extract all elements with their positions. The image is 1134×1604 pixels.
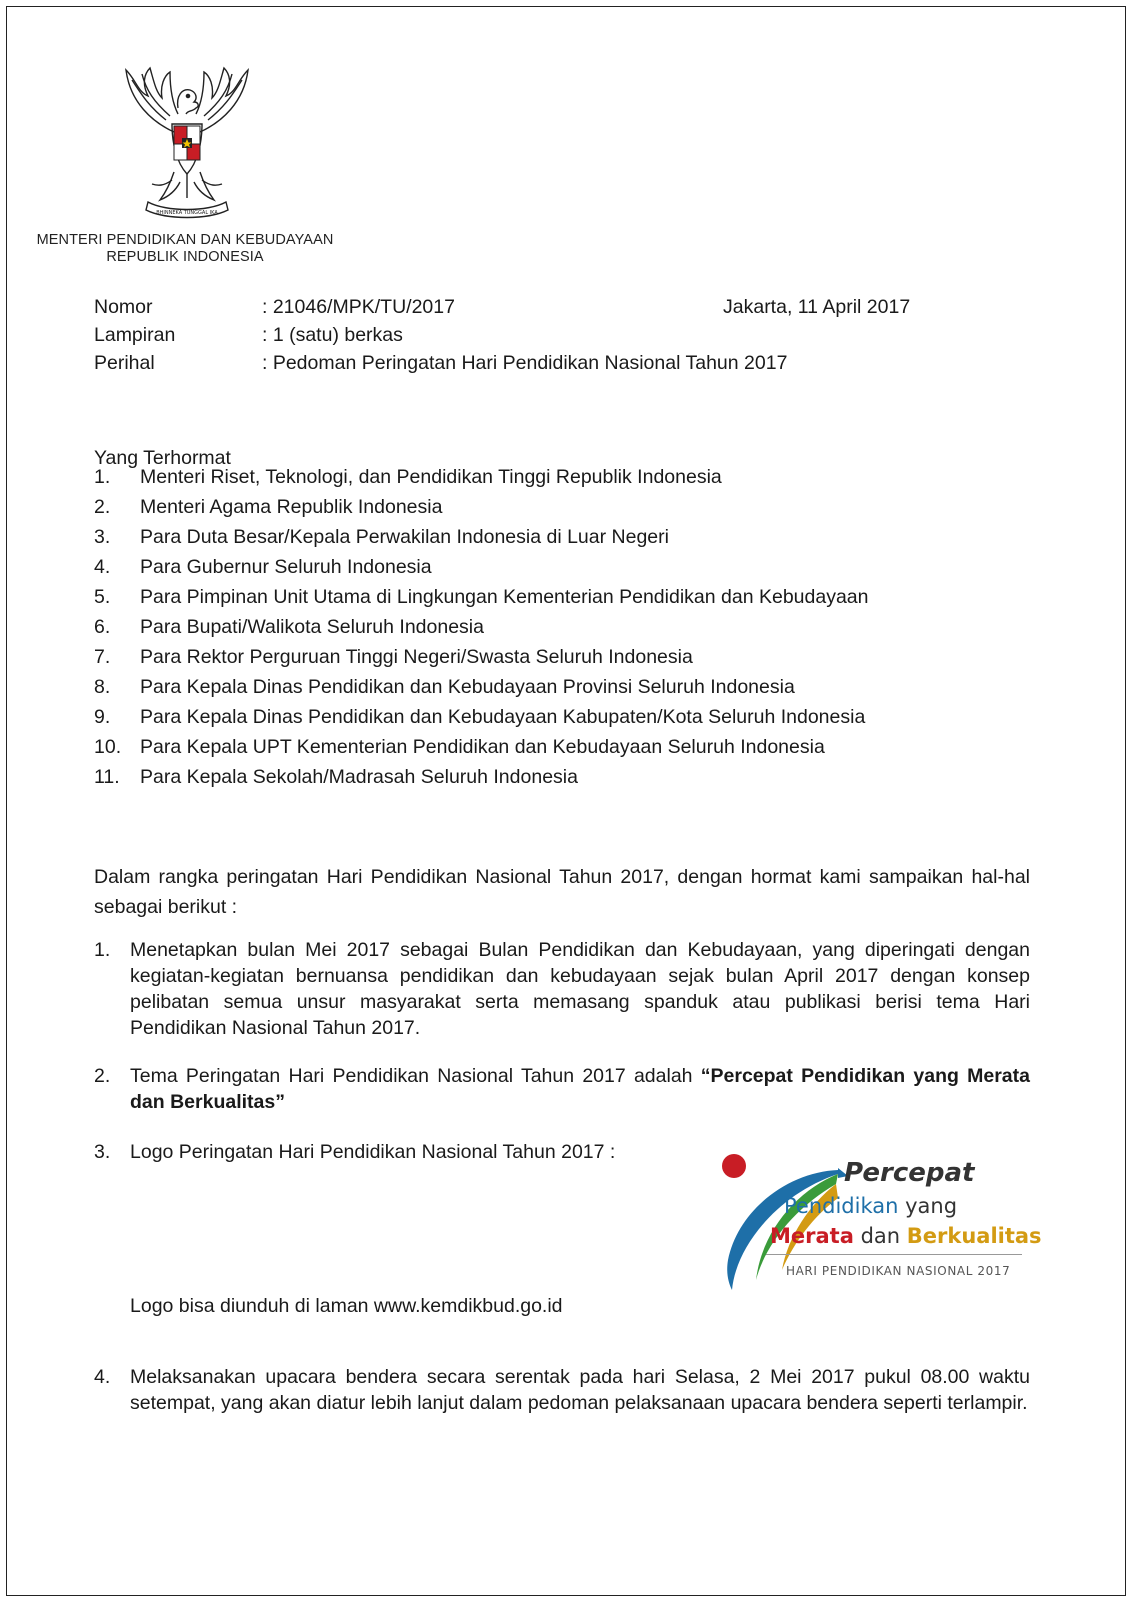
nomor-value: : 21046/MPK/TU/2017: [262, 296, 455, 318]
ministry-heading: [30, 232, 340, 266]
list-item-text: Para Kepala Dinas Pendidikan dan Kebudayaan Kabupaten/Kota Seluruh Indonesia: [140, 706, 866, 728]
logo-line-1: Percepat: [844, 1158, 975, 1188]
list-item-number: 7.: [94, 646, 111, 668]
point-text: Melaksanakan upacara bendera secara serentak pada hari Selasa, 2 Mei 2017 pukul 08.00 waktu setempat, yang akan diatur lebih lanjut dalam pedoman pelaksanaan upacara bendera seperti terlampir.: [130, 1366, 1030, 1414]
point-number: 2.: [94, 1065, 111, 1087]
list-item-number: 3.: [94, 526, 111, 548]
list-item-number: 11.: [94, 766, 120, 788]
list-item-text: Para Duta Besar/Kepala Perwakilan Indonesia di Luar Negeri: [140, 526, 669, 548]
list-item-text: Menteri Agama Republik Indonesia: [140, 496, 443, 518]
list-item-number: 8.: [94, 676, 111, 698]
list-item-number: 4.: [94, 556, 111, 578]
logo-download-note: Logo bisa diunduh di laman www.kemdikbud.go.id: [130, 1295, 563, 1317]
logo-divider: [766, 1254, 1022, 1255]
point-number: 3.: [94, 1141, 111, 1163]
list-item-text: Para Pimpinan Unit Utama di Lingkungan Kementerian Pendidikan dan Kebudayaan: [140, 586, 869, 608]
garuda-emblem-icon: [112, 62, 262, 224]
perihal-label: Perihal: [94, 352, 155, 374]
logo-word-berkualitas: Berkualitas: [906, 1224, 1042, 1248]
logo-word-dan: dan: [853, 1224, 907, 1248]
logo-line-2: [784, 1194, 957, 1218]
list-item-number: 5.: [94, 586, 111, 608]
point-1: [94, 937, 1030, 1041]
point-number: 4.: [94, 1366, 111, 1388]
list-item-text: Para Gubernur Seluruh Indonesia: [140, 556, 432, 578]
ministry-line-1: MENTERI PENDIDIKAN DAN KEBUDAYAAN: [36, 232, 334, 248]
logo-word-merata: Merata: [770, 1224, 854, 1248]
logo-line-3: [770, 1224, 1042, 1248]
ministry-line-2: REPUBLIK INDONESIA: [106, 249, 264, 265]
list-item-number: 9.: [94, 706, 111, 728]
nomor-label: Nomor: [94, 296, 153, 318]
lampiran-value: : 1 (satu) berkas: [262, 324, 403, 346]
point-number: 1.: [94, 939, 111, 961]
perihal-value: : Pedoman Peringatan Hari Pendidikan Nasional Tahun 2017: [262, 352, 788, 374]
emblem-motto: BHINNEKA TUNGGAL IKA: [156, 210, 218, 216]
list-item-text: Para Bupati/Walikota Seluruh Indonesia: [140, 616, 484, 638]
greeting: Yang Terhormat: [94, 447, 231, 469]
theme-text: “Percepat Pendidikan yang Merata dan Berkualitas”: [130, 1065, 1030, 1113]
logo-word-yang: yang: [898, 1194, 958, 1218]
list-item-text: Para Kepala Dinas Pendidikan dan Kebudayaan Provinsi Seluruh Indonesia: [140, 676, 795, 698]
point-text: [130, 1063, 1030, 1115]
point-text: Menetapkan bulan Mei 2017 sebagai Bulan Pendidikan dan Kebudayaan, yang diperingati dengan kegiatan-kegiatan bernuansa pendidikan dan kebudayaan sejak bulan April 2017 dengan konsep pelibatan semua unsur masyarakat serta memasang spanduk atau publikasi berisi tema Hari Pendidikan Nasional Tahun 2017.: [130, 939, 1030, 1039]
list-item-number: 2.: [94, 496, 111, 518]
list-item-number: 6.: [94, 616, 111, 638]
hardiknas-logo: [718, 1150, 1042, 1310]
list-item-text: Para Rektor Perguruan Tinggi Negeri/Swasta Seluruh Indonesia: [140, 646, 693, 668]
list-item-text: Para Kepala Sekolah/Madrasah Seluruh Indonesia: [140, 766, 578, 788]
list-item-text: Menteri Riset, Teknologi, dan Pendidikan Tinggi Republik Indonesia: [140, 466, 722, 488]
intro-paragraph: Dalam rangka peringatan Hari Pendidikan Nasional Tahun 2017, dengan hormat kami sampaikan hal-hal sebagai berikut :: [94, 866, 1030, 918]
list-item-text: Para Kepala UPT Kementerian Pendidikan dan Kebudayaan Seluruh Indonesia: [140, 736, 825, 758]
list-item-number: 10.: [94, 736, 122, 758]
point-2: [94, 1063, 1030, 1115]
point-text: Logo Peringatan Hari Pendidikan Nasional Tahun 2017 :: [130, 1141, 616, 1163]
logo-word-pendidikan: Pendidikan: [784, 1194, 899, 1218]
list-item-number: 1.: [94, 466, 111, 488]
logo-line-4: HARI PENDIDIKAN NASIONAL 2017: [786, 1264, 1011, 1278]
point-2-text: Tema Peringatan Hari Pendidikan Nasional Tahun 2017 adalah: [130, 1065, 701, 1087]
lampiran-label: Lampiran: [94, 324, 176, 346]
point-4: [94, 1364, 1030, 1416]
letter-date: Jakarta, 11 April 2017: [723, 296, 911, 318]
